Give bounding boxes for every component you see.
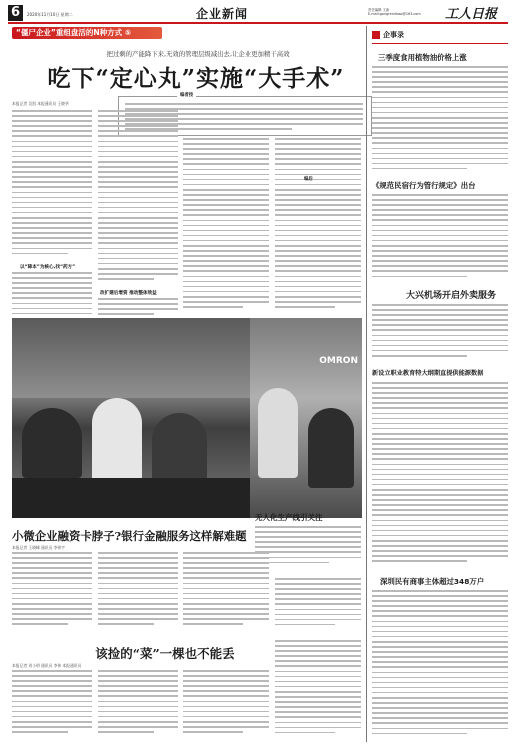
lead-body-col3 — [183, 138, 269, 318]
side-body-2 — [372, 194, 508, 284]
side-column-divider — [366, 26, 367, 742]
editor-note-label: 编者按 — [177, 92, 196, 98]
side-headline-2: 《规范民宿行为管行规定》出台 — [372, 181, 476, 190]
side-headline-1: 三季度食用植物油价格上涨 — [378, 53, 467, 62]
story3-body-col1 — [12, 670, 92, 742]
photo-caption-title: 无人化生产线引关注 — [255, 513, 323, 522]
editor-info: 责任编辑 王新 E-mail:gongrenribao@163.com — [368, 8, 421, 17]
story2-body-col2 — [98, 552, 178, 632]
lead-body-col2 — [98, 110, 178, 290]
side-body-4 — [372, 382, 508, 572]
lead-kicker: 把过剩的产能降下来,无效的管理层级减出去,让企业更加精干高效 — [106, 50, 290, 58]
story3-headline: 该捡的“菜”一棵也不能丢 — [95, 646, 235, 661]
page-number: 6 — [8, 5, 23, 21]
story2-body-col3 — [183, 552, 269, 632]
story2-byline: 本报记者 王晓峰 通讯员 李伟宇 — [12, 545, 65, 550]
lead-byline: 本报记者 吴凯 本报通讯员 王晓华 — [12, 101, 69, 106]
factory-photo — [12, 318, 250, 518]
series-banner-label: “僵尸企业”重组盘活的N种方式 ⑤ — [16, 28, 132, 37]
series-banner — [12, 27, 162, 39]
story2-body-col4 — [275, 578, 361, 632]
side-headline-4: 新设立职业教育特大纲期直提供能源数据 — [372, 370, 484, 377]
story2-body-col1 — [12, 552, 92, 632]
photo-brand-text: OMRON — [319, 356, 358, 366]
side-column-label: 企事录 — [383, 31, 404, 39]
lead-body-col2b — [98, 298, 178, 318]
story3-byline: 本报记者 刘小明 通讯员 李伟 本报通讯员 — [12, 663, 82, 668]
lead-headline: 吃下“定心丸”实施“大手术” — [47, 65, 345, 92]
story3-body-col2 — [98, 670, 178, 742]
story2-headline: 小微企业融资卡脖子?银行金融服务这样解难题 — [12, 529, 247, 543]
date-line: 2020年11月10日 星期二 — [27, 12, 73, 17]
lead-subhead1: 以“降本”为核心,找“药方” — [20, 265, 76, 270]
side-column-label-box — [372, 29, 410, 41]
side-body-1 — [372, 66, 508, 176]
paper-name-logo: 工人日报 — [445, 7, 498, 22]
side-column-icon — [372, 31, 380, 39]
factory-photo-right — [250, 318, 362, 518]
lead-subhead2: 改扩建后增资 推动整体效益 — [100, 291, 157, 296]
side-body-5 — [372, 590, 508, 742]
side-body-3 — [372, 304, 508, 364]
story3-body-col3 — [183, 670, 269, 742]
pull-quote-label: 编后 — [304, 177, 313, 182]
lead-body-col1 — [12, 110, 92, 260]
lead-body-col4 — [275, 138, 361, 318]
section-title: 企业新闻 — [196, 7, 249, 21]
masthead-rule — [8, 22, 508, 24]
story3-body-col4 — [275, 640, 361, 742]
side-headline-5: 深圳民有商事主体超过348万户 — [380, 577, 485, 586]
side-headline-3: 大兴机场开启外卖服务 — [406, 291, 497, 301]
side-column-rule — [372, 43, 508, 44]
photo-caption — [255, 526, 361, 572]
